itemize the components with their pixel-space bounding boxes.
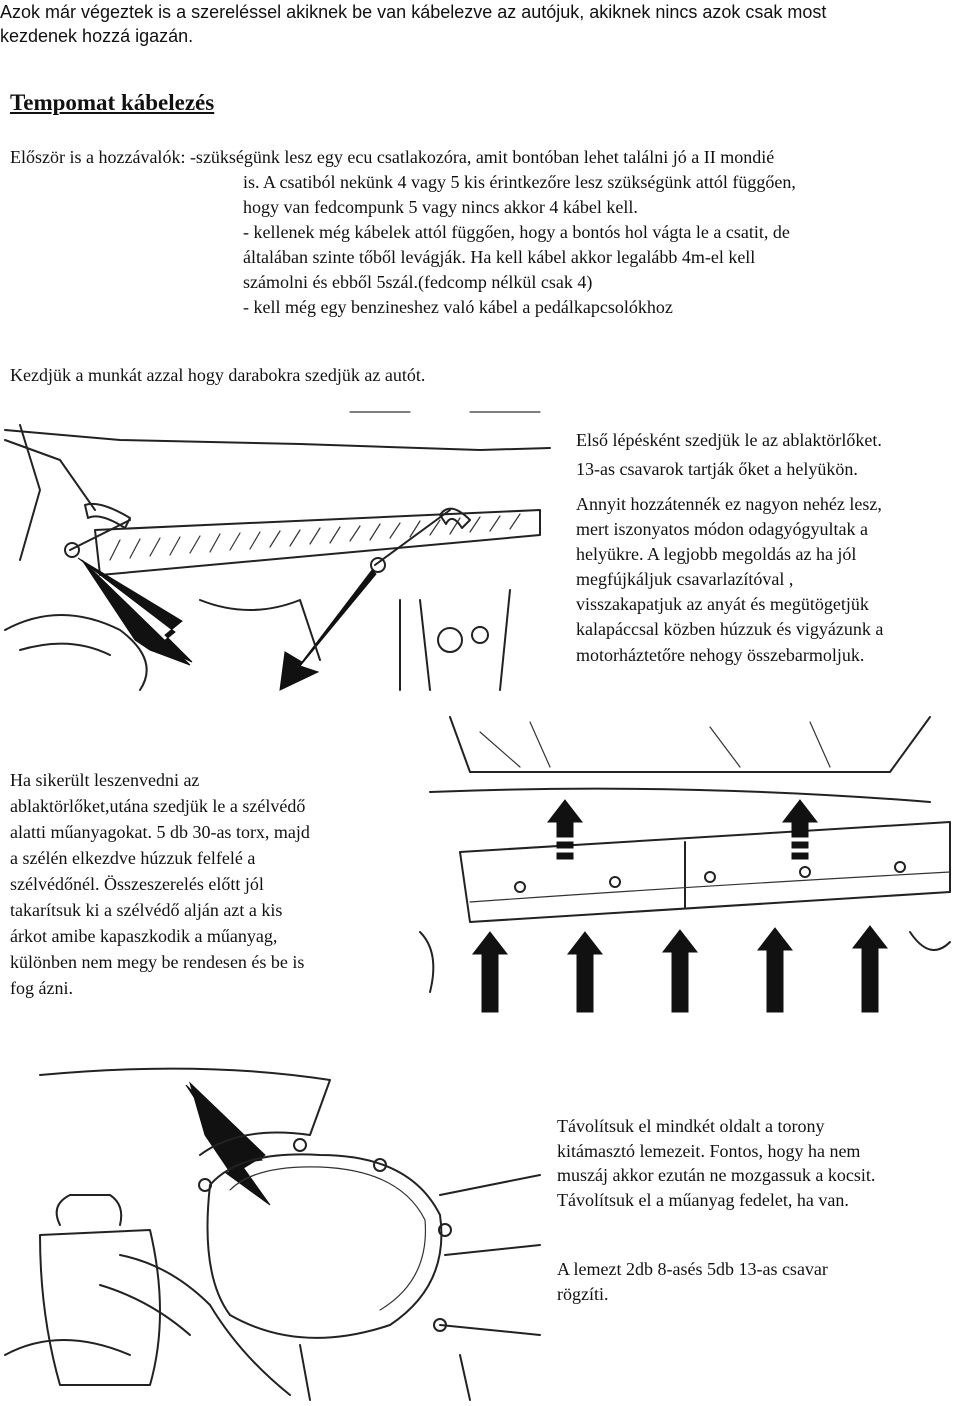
arrow-up-icon [792,842,808,848]
step1-line: 13-as csavarok tartják őket a helyükön. [576,459,858,479]
arrow-up-icon [792,853,808,859]
step1-tip-line: kalapáccsal közben húzzuk és vigyázunk a [576,619,884,639]
requirements-line: - kell még egy benzineshez való kábel a pedálkapcsolókhoz [243,297,673,317]
requirements-line: általában szinte tőből levágják. Ha kell kábel akkor legalább 4m-el kell [243,247,756,267]
step1-tip-line: motorháztetőre nehogy összebarmoljuk. [576,645,865,665]
step2-line: Ha sikerült leszenvedni az [10,770,200,790]
step1-tip-line: visszakapatjuk az anyát és megütögetjük [576,594,869,614]
step2-line: árkot amibe kapaszkodik a műanyag, [10,926,278,946]
requirements-line: számolni és ebből 5szál.(fedcomp nélkül csak 4) [243,272,593,292]
step3-line: A lemezt 2db 8-asés 5db 13-as csavar [557,1259,828,1279]
cowl-panel-illustration [410,712,955,1017]
requirements-line: - kellenek még kábelek attól függően, hogy a bontós hol vágta le a csatit, de [243,222,790,242]
illustration-background [0,400,560,700]
step1-line: Első lépésként szedjük le az ablaktörlőket. [576,430,882,450]
step2-line: fog ázni. [10,978,73,998]
start-instruction: Kezdjük a munkát azzal hogy darabokra szedjük az autót. [10,365,426,385]
requirements-line: hogy van fedcompunk 5 vagy nincs akkor 4 kábel kell. [243,197,638,217]
step2-line: alatti műanyagokat. 5 db 30-as torx, majd [10,822,310,842]
page-heading: Tempomat kábelezés [10,90,215,115]
step3-line: Távolítsuk el a műanyag fedelet, ha van. [557,1190,849,1210]
illustration-background [0,1055,545,1406]
intro-line: kezdenek hozzá igazán. [0,26,194,46]
step2-line: különben nem megy be rendesen és be is [10,952,305,972]
step3-line: Távolítsuk el mindkét oldalt a torony [557,1116,825,1136]
step2-line: a szélén elkezdve húzzuk felfelé a [10,848,256,868]
step2-line: szélvédőnél. Összeszerelés előtt jól [10,874,264,894]
requirements-line: is. A csatiból nekünk 4 vagy 5 kis érintkezőre lesz szükségünk attól függően, [243,172,796,192]
step1-tip-line: mert iszonyatos módon odagyógyultak a [576,519,868,539]
step1-tip-line: megfújkáljuk csavarlazítóval , [576,569,794,589]
arrow-up-icon [557,853,573,859]
arrow-up-icon [557,842,573,848]
step1-tip-line: helyükre. A legjobb megoldás az ha jól [576,544,857,564]
intro-line: Azok már végeztek is a szereléssel akiknek be van kábelezve az autójuk, akiknek nincs azok csak most [0,2,827,22]
step3-line: rögzíti. [557,1284,609,1304]
step2-line: ablaktörlőket,utána szedjük le a szélvédő [10,796,306,816]
step2-line: takarítsuk ki a szélvédő alján azt a kis [10,900,283,920]
requirements-line: Először is a hozzávalók: -szükségünk lesz egy ecu csatlakozóra, amit bontóban lehet találni jó a II mondié [10,147,775,167]
step3-line: kitámasztó lemezeit. Fontos, hogy ha nem [557,1141,861,1161]
step1-tip-line: Annyit hozzátennék ez nagyon nehéz lesz, [576,494,882,514]
strut-tower-illustration [0,1055,545,1406]
wiper-removal-illustration [0,400,560,700]
step3-line: muszáj akkor ezután ne mozgassuk a kocsit. [557,1165,876,1185]
